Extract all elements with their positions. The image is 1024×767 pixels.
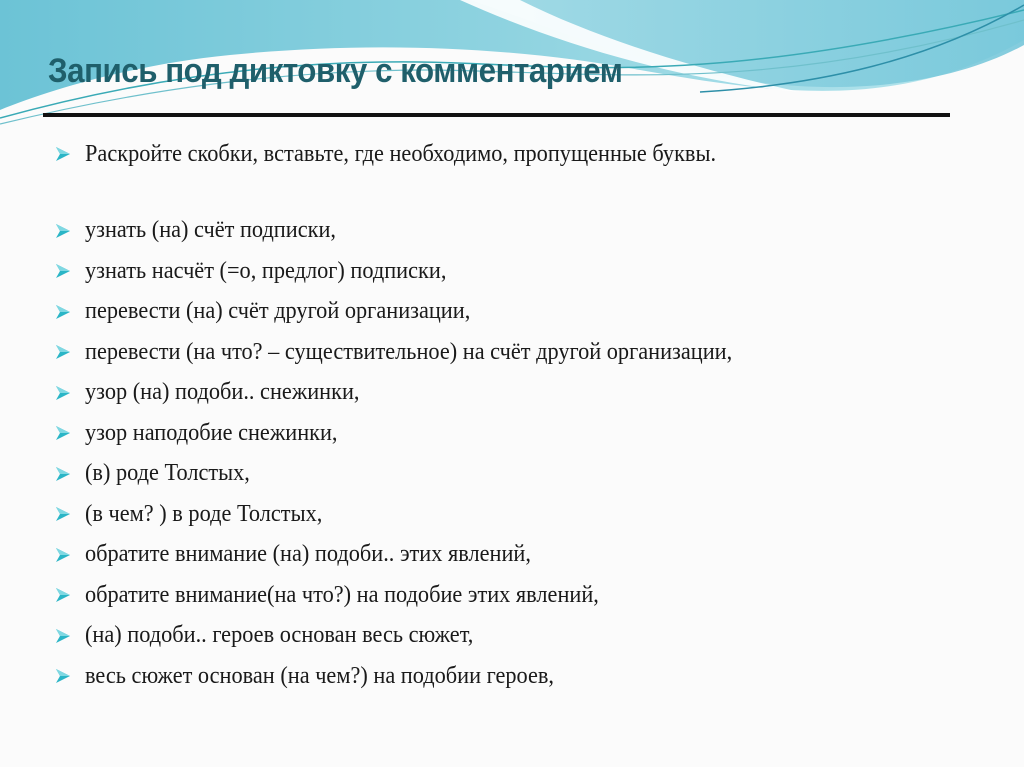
arrowhead-icon (55, 668, 71, 684)
arrowhead-icon (55, 466, 71, 482)
item-text: Раскройте скобки, вставьте, где необходимо, пропущенные буквы. (85, 140, 717, 167)
list-item (55, 656, 781, 697)
arrowhead-icon (55, 587, 71, 603)
list-item (55, 292, 781, 333)
arrowhead-icon (55, 304, 71, 320)
arrowhead-icon (55, 344, 71, 360)
item-text: перевести (на) счёт другой организации, (85, 298, 471, 325)
item-text: узнать (на) счёт подписки, (85, 217, 336, 244)
list-item (55, 575, 781, 616)
item-text: перевести (на что? – существительное) на счёт другой организации, (85, 338, 733, 365)
arrowhead-icon (55, 223, 71, 239)
arrowhead-icon (55, 425, 71, 441)
arrowhead-icon (55, 547, 71, 563)
list-item (55, 535, 781, 576)
list-item (55, 616, 781, 657)
slide-title: Запись под диктовку с комментарием (48, 52, 623, 90)
item-text: обратите внимание (на) подоби.. этих явлений, (85, 541, 531, 568)
item-text: (в) роде Толстых, (85, 460, 250, 487)
arrowhead-icon (55, 628, 71, 644)
item-text: узор (на) подоби.. снежинки, (85, 379, 360, 406)
item-text: узнать насчёт (=о, предлог) подписки, (85, 257, 447, 284)
item-text: (в чем? ) в роде Толстых, (85, 500, 323, 527)
list-item (55, 332, 781, 373)
arrowhead-icon (55, 263, 71, 279)
exercise-list (55, 134, 781, 697)
list-item (55, 494, 781, 535)
list-item (55, 454, 781, 495)
list-item (55, 134, 781, 175)
arrowhead-icon (55, 146, 71, 162)
item-text: весь сюжет основан (на чем?) на подобии героев, (85, 662, 554, 689)
item-text: обратите внимание(на что?) на подобие этих явлений, (85, 581, 599, 608)
item-text: (на) подоби.. героев основан весь сюжет, (85, 622, 474, 649)
list-item (55, 251, 781, 292)
list-item (55, 413, 781, 454)
item-text: узор наподобие снежинки, (85, 419, 338, 446)
arrowhead-icon (55, 506, 71, 522)
arrowhead-icon (55, 385, 71, 401)
list-item (55, 373, 781, 414)
title-divider (43, 113, 950, 117)
list-item (55, 211, 781, 252)
